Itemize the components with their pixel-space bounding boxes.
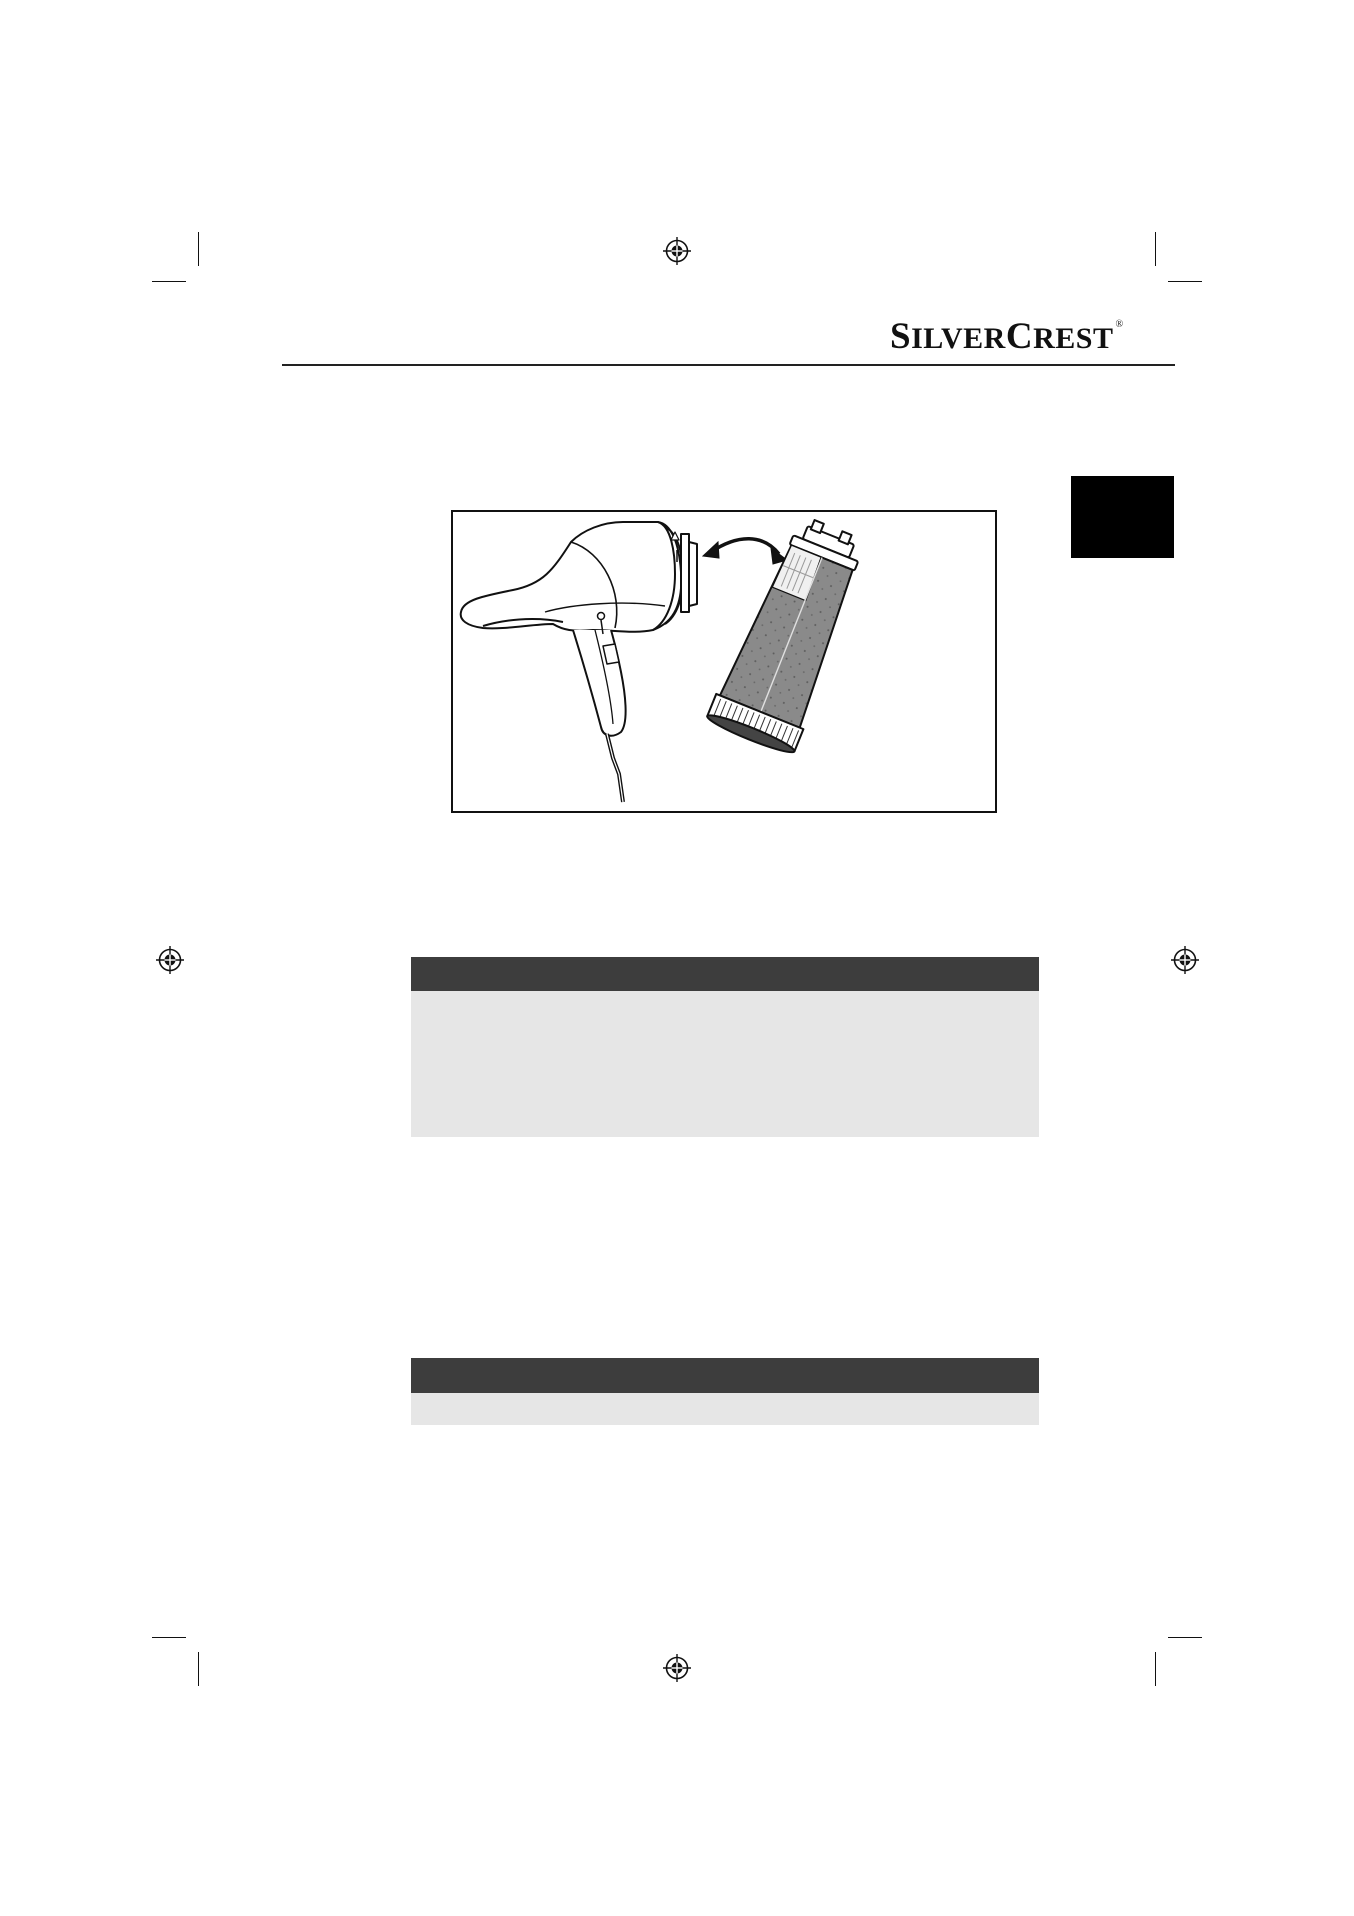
language-tab bbox=[1071, 476, 1174, 558]
registration-mark-icon bbox=[155, 945, 185, 975]
crop-mark-icon bbox=[198, 1652, 199, 1686]
air-filter-icon bbox=[705, 512, 878, 757]
crop-mark-icon bbox=[1155, 1652, 1156, 1686]
hair-dryer-icon bbox=[461, 522, 697, 802]
crop-mark-icon bbox=[1168, 281, 1202, 282]
info-box-header bbox=[411, 1358, 1039, 1393]
crop-mark-icon bbox=[1168, 1637, 1202, 1638]
registration-mark-icon bbox=[1170, 945, 1200, 975]
illustration-frame bbox=[451, 510, 997, 813]
logo-text: REST bbox=[1033, 322, 1114, 355]
logo-letter: C bbox=[1005, 316, 1034, 357]
registered-mark: ® bbox=[1115, 319, 1124, 330]
info-box-body bbox=[411, 1393, 1039, 1425]
registration-mark-icon bbox=[662, 236, 692, 266]
crop-mark-icon bbox=[198, 232, 199, 266]
logo-letter: S bbox=[890, 316, 912, 357]
crop-mark-icon bbox=[152, 281, 186, 282]
crop-mark-icon bbox=[152, 1637, 186, 1638]
logo-text: ILVER bbox=[911, 322, 1006, 355]
brand-logo bbox=[890, 315, 1124, 358]
crop-mark-icon bbox=[1155, 232, 1156, 266]
hair-dryer-filter-illustration bbox=[453, 512, 994, 810]
header-rule bbox=[282, 364, 1175, 366]
info-box-header bbox=[411, 957, 1039, 991]
registration-mark-icon bbox=[662, 1653, 692, 1683]
double-arrow-icon bbox=[703, 539, 787, 564]
info-box-body bbox=[411, 991, 1039, 1137]
